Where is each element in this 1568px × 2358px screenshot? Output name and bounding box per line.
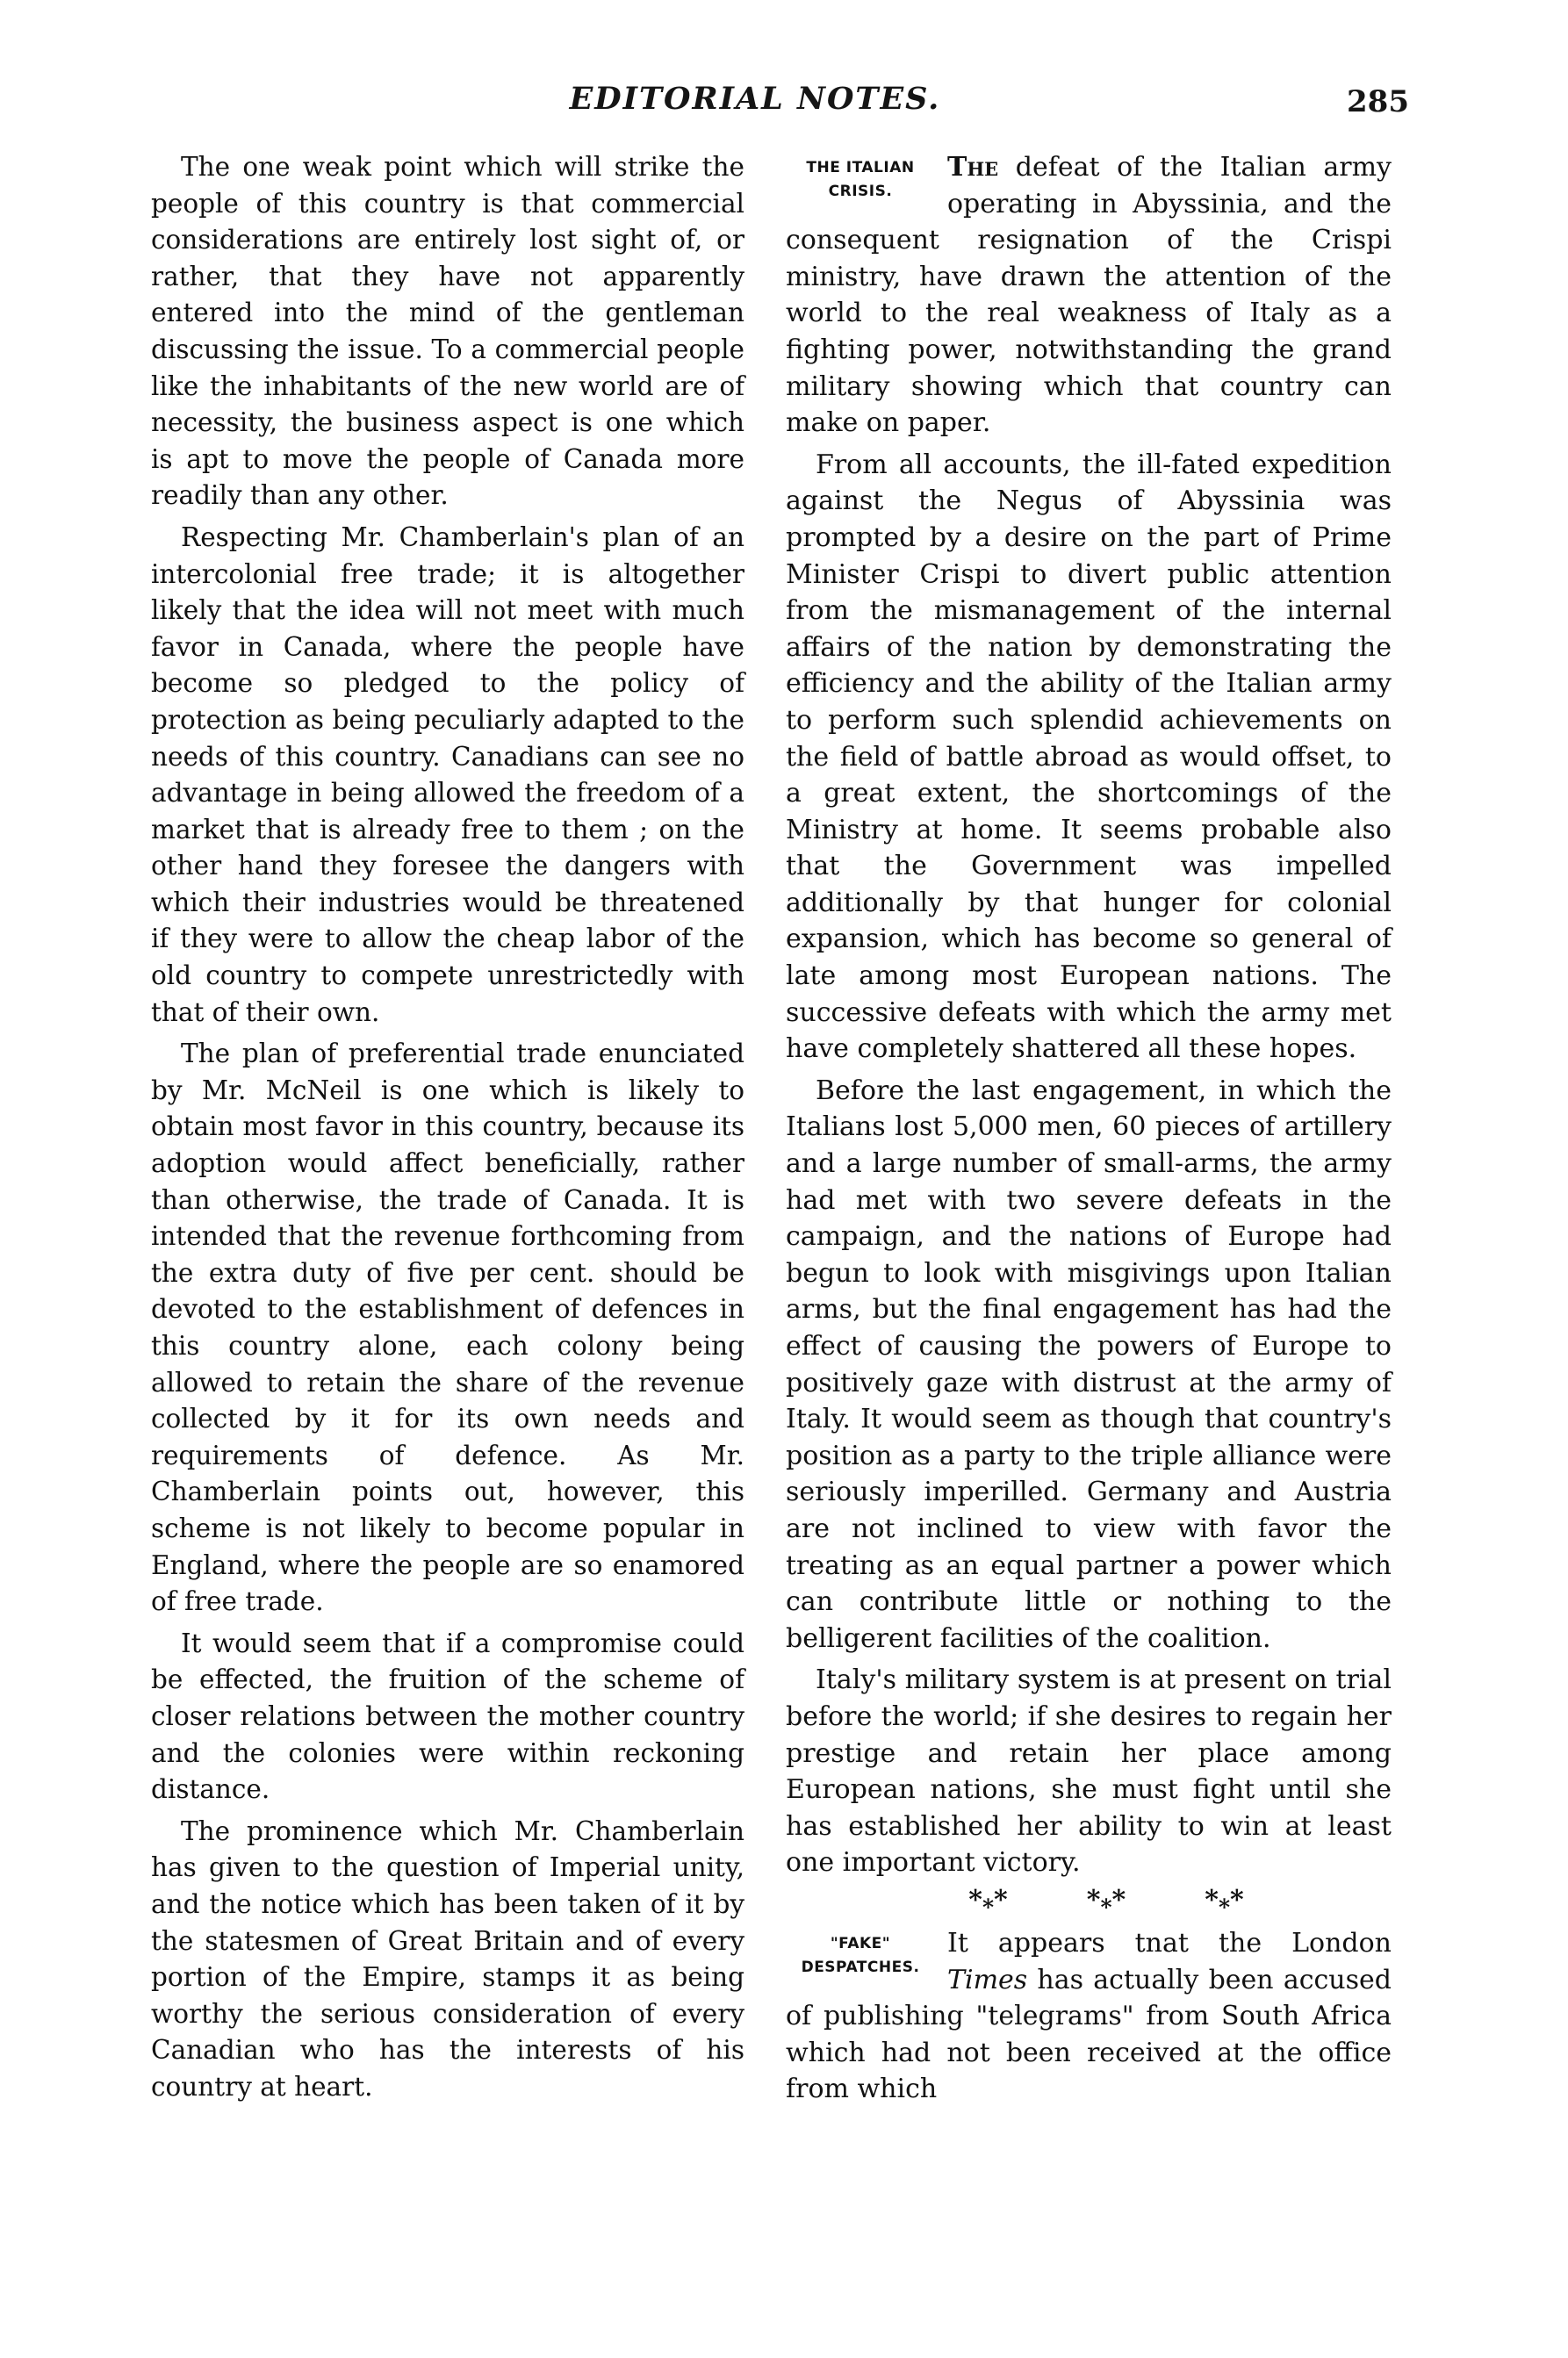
side-heading-line: THE ITALIAN — [806, 159, 915, 176]
page-number: 285 — [1347, 84, 1409, 119]
lead-text-continued: has actually been accused of publishing "telegrams" from South Africa which had not been received at the office from which — [786, 1964, 1392, 2105]
side-heading-line: CRISIS. — [828, 183, 893, 200]
star: * — [1100, 1894, 1112, 1920]
side-heading-fake-despatches — [786, 1932, 935, 1980]
star: * — [994, 1884, 1008, 1916]
side-heading-italian-crisis — [786, 156, 935, 204]
asterism — [1205, 1884, 1244, 1922]
side-heading-line: DESPATCHES. — [801, 1958, 920, 1976]
right-column — [786, 149, 1392, 2113]
side-heading-line: "FAKE" — [830, 1934, 891, 1952]
paragraph: The prominence which Mr. Chamberlain has given to the question of Imperial unity, and the notice which has been taken of it by the statesmen of Great Britain and of every portion of the Empire, stamps it as being worthy the serious consideration of every Canadian who has the interests of his country at heart. — [151, 1815, 744, 2102]
section-italian-crisis — [786, 149, 1392, 1881]
star: * — [1086, 1884, 1101, 1916]
star: * — [968, 1884, 982, 1916]
paragraph: The plan of preferential trade enunciated by Mr. McNeil is one which is likely to obtain most favor in this country, because its adoption would affect beneficially, rather than otherwise, the trade of Canada. It is intended that the revenue forthcoming from the extra duty of five per cent. should be devoted to the establishment of defences in this country alone, each colony being allowed to retain the share of the revenue collected by it for its own needs and requirements of defence. As Mr. Chamberlain points out, however, this scheme is not likely to become popular in England, where the people are so enamored of free trade. — [151, 1039, 744, 1617]
asterism — [1086, 1884, 1126, 1922]
paragraph: From all accounts, the ill-fated expedition against the Negus of Abyssinia was prompted by a desire on the part of Prime Minister Crispi to divert public attention from the mismanagement of the internal affairs of the nation by demonstrating the efficiency and the ability of the Italian army to perform such splendid achievements on the field of battle abroad as would offset, to a great extent, the shortcomings of the Ministry at home. It seems probable also that the Government was impelled additionally by that hunger for colonial expansion, which has become so general of late among most European nations. The successive defeats with which the army met have completely shattered all these hopes. — [786, 449, 1392, 1065]
paragraph: Italy's military system is at present on trial before the world; if she desires to regain her prestige and retain her place among European nations, she must fight until she has established her ability to win at least one important victory. — [786, 1664, 1392, 1879]
paragraph: Respecting Mr. Chamberlain's plan of an intercolonial free trade; it is altogether likely that the idea will not meet with much favor in Canada, where the people have become so pledged to the policy of protection as being peculiarly adapted to the needs of this country. Canadians can see no advantage in being allowed the freedom of a market that is already free to them ; on the other hand they foresee the dangers with which their industries would be threatened if they were to allow the cheap labor of the old country to compete unrestrictedly with that of their own. — [151, 521, 744, 1027]
asterism — [968, 1884, 1008, 1922]
star: * — [1111, 1884, 1126, 1916]
section-separator — [786, 1884, 1392, 1922]
section-fake-despatches — [786, 1925, 1392, 2108]
paragraph: It would seem that if a compromise could be effected, the fruition of the scheme of closer relations between the mother country and the colonies were within reckoning distance. — [151, 1628, 744, 1805]
paragraph: Before the last engagement, in which the Italians lost 5,000 men, 60 pieces of artillery and a large number of small-arms, the army had met with two severe defeats in the campaign, and the nations of Europe had begun to look with misgivings upon Italian arms, but the final engagement has had the effect of causing the powers of Europe to positively gaze with distrust at the army of Italy. It would seem as though that country's position as a party to the triple alliance were seriously imperilled. Germany and Austria are not inclined to view with favor the treating as an equal partner a power which can contribute little or nothing to the belligerent facilities of the coalition. — [786, 1075, 1392, 1654]
paragraph: The one weak point which will strike the people of this country is that commercial considerations are entirely lost sight of, or rather, that they have not apparently entered into the mind of the gentleman discussing the issue. To a commercial people like the inhabitants of the new world are of necessity, the business aspect is one which is apt to move the people of Canada more readily than any other. — [151, 152, 744, 511]
lead-text: It appears tnat the London — [947, 1927, 1392, 1959]
star: * — [1205, 1884, 1219, 1916]
star: * — [1230, 1884, 1244, 1916]
star: * — [982, 1894, 995, 1920]
star: * — [1218, 1894, 1231, 1920]
lead-text: defeat of the Italian army operating in Abyssinia, and the consequent resignation of the Crispi ministry, have drawn the attention of the world to the real weakness of Italy as a fighting power, notwithstanding the grand military showing which that country can make on paper. — [786, 152, 1392, 439]
newspaper-title: Times — [947, 1964, 1028, 1995]
running-title: EDITORIAL NOTES. — [569, 81, 941, 117]
left-column — [151, 149, 744, 2110]
lead-word: The — [947, 152, 999, 183]
